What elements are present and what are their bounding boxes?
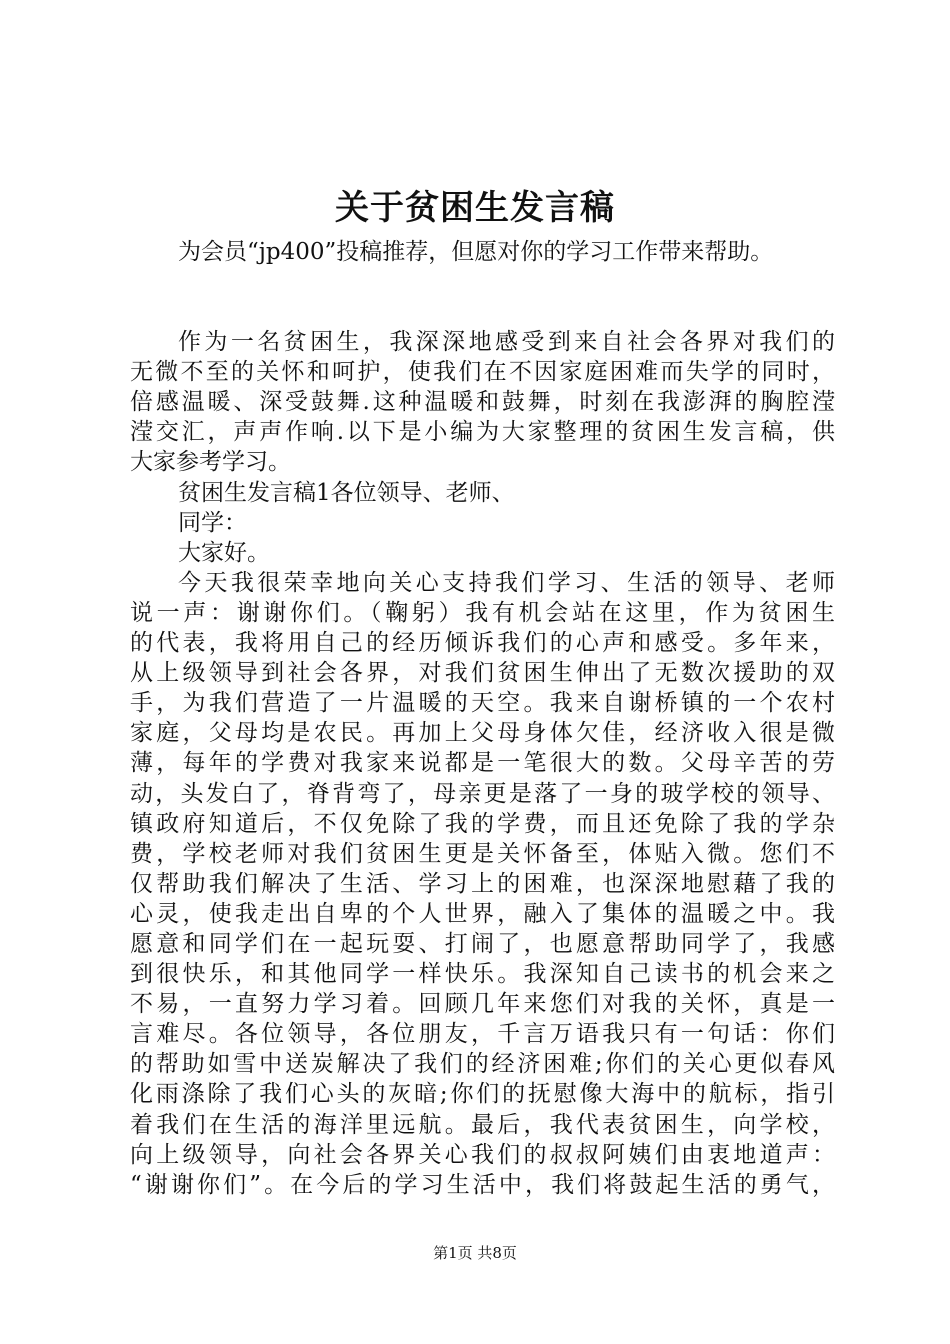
speech-line: 从上级领导到社会各界，对我们贫困生伸出了无数次援助的双 [130,660,835,687]
speech-line: 费，学校老师对我们贫困生更是关怀备至，体贴入微。您们不 [130,840,835,867]
page-number-footer: 第1页 共8页 [433,1244,517,1262]
speech-line: 说一声：谢谢你们。（鞠躬）我有机会站在这里，作为贫困生 [130,599,835,626]
salutation: 同学： [178,509,247,536]
speech-line: 镇政府知道后，不仅免除了我的学费，而且还免除了我的学杂 [130,810,835,837]
recommend-line: 为会员“jp400”投稿推荐，但愿对你的学习工作带来帮助。 [178,239,774,265]
speech-line: 手，为我们营造了一片温暖的天空。我来自谢桥镇的一个农村 [130,690,835,717]
speech-line: 不易，一直努力学习着。回顾几年来您们对我的关怀，真是一 [130,991,835,1018]
intro-line: 滢交汇，声声作响.以下是小编为大家整理的贫困生发言稿，供 [130,419,835,446]
blank-spacer [130,267,835,327]
speech-line: 到很快乐，和其他同学一样快乐。我深知自己读书的机会来之 [130,961,835,988]
speech-line: 向上级领导，向社会各界关心我们的叔叔阿姨们由衷地道声： [130,1141,835,1168]
speech-line: 着我们在生活的海洋里远航。最后，我代表贫困生，向学校， [130,1111,835,1138]
speech-line: 薄，每年的学费对我家来说都是一笔很大的数。父母辛苦的劳 [130,750,835,777]
speech-line: 动，头发白了，脊背弯了，母亲更是落了一身的玻学校的领导、 [130,780,835,807]
greeting: 大家好。 [178,539,270,566]
speech-line: 家庭，父母均是农民。再加上父母身体欠佳，经济收入很是微 [130,720,835,747]
speech-line: 的代表，我将用自己的经历倾诉我们的心声和感受。多年来， [130,630,835,657]
intro-line: 倍感温暖、深受鼓舞.这种温暖和鼓舞，时刻在我澎湃的胸腔滢 [130,389,835,416]
intro-line: 作为一名贫困生，我深深地感受到来自社会各界对我们的 [178,329,835,356]
intro-line: 无微不至的关怀和呵护，使我们在不因家庭困难而失学的同时， [130,359,835,386]
speech-line: 化雨涤除了我们心头的灰暗;你们的抚慰像大海中的航标，指引 [130,1081,835,1108]
speech-line: 言难尽。各位领导，各位朋友，千言万语我只有一句话：你们 [130,1021,835,1048]
speech-line: “谢谢你们”。在今后的学习生活中，我们将鼓起生活的勇气， [130,1171,835,1198]
document-title: 关于贫困生发言稿 [335,188,615,228]
speech-line: 心灵，使我走出自卑的个人世界，融入了集体的温暖之中。我 [130,900,835,927]
speech-line: 仅帮助我们解决了生活、学习上的困难，也深深地慰藉了我的 [130,870,835,897]
speech-line: 的帮助如雪中送炭解决了我们的经济困难;你们的关心更似春风 [130,1051,835,1078]
speech-heading: 贫困生发言稿1各位领导、老师、 [178,479,515,506]
speech-line: 今天我很荣幸地向关心支持我们学习、生活的领导、老师 [178,569,835,596]
document-body [130,237,835,1200]
intro-line: 大家参考学习。 [130,449,291,476]
speech-line: 愿意和同学们在一起玩耍、打闹了，也愿意帮助同学了，我感 [130,930,835,957]
